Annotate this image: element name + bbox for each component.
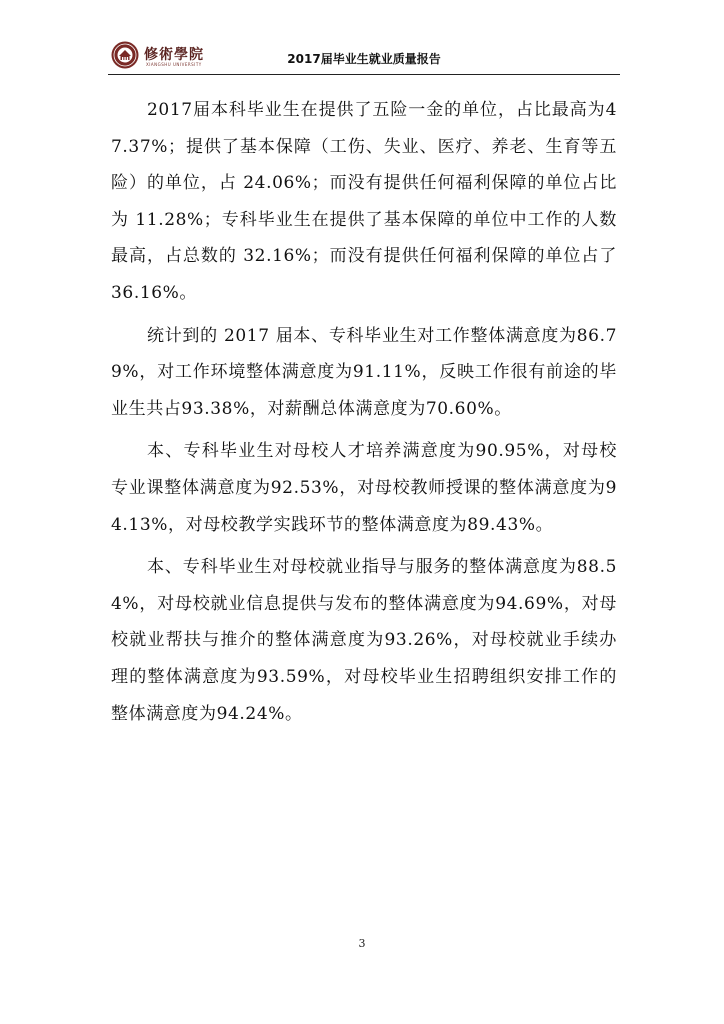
paragraph-training-satisfaction: 本、专科毕业生对母校人才培养满意度为90.95%，对母校专业课整体满意度为92.53%，对母校教师授课的整体满意度为94.13%，对母校教学实践环节的整体满意度为89.43%。	[111, 441, 617, 535]
paragraph-job-satisfaction: 统计到的 2017 届本、专科毕业生对工作整体满意度为86.79%，对工作环境整体满意度为91.11%，反映工作很有前途的毕业生共占93.38%，对薪酬总体满意度为70.60%。	[111, 325, 617, 419]
university-logo-text: 修術學院	[144, 47, 204, 63]
page-header	[108, 38, 620, 75]
page-number: 3	[358, 937, 366, 950]
header-title: 2017届毕业生就业质量报告	[287, 52, 441, 66]
university-logo-subtext: XIANGSHU UNIVERSITY	[146, 62, 202, 67]
paragraph-welfare: 2017届本科毕业生在提供了五险一金的单位，占比最高为47.37%；提供了基本保障（工伤、失业、医疗、养老、生育等五险）的单位，占 24.06%；而没有提供任何福利保障的单位占比为 11.28%；专科毕业生在提供了基本保障的单位中工作的人数最高，占总数的 32.16%；而没有提供任何福利保障的单位占了 36.16%。	[111, 100, 617, 303]
report-body	[111, 92, 617, 738]
paragraph-employment-service-satisfaction: 本、专科毕业生对母校就业指导与服务的整体满意度为88.54%，对母校就业信息提供与发布的整体满意度为94.69%，对母校就业帮扶与推介的整体满意度为93.26%，对母校就业手续办理的整体满意度为93.59%，对母校毕业生招聘组织安排工作的整体满意度为94.24%。	[111, 557, 617, 724]
